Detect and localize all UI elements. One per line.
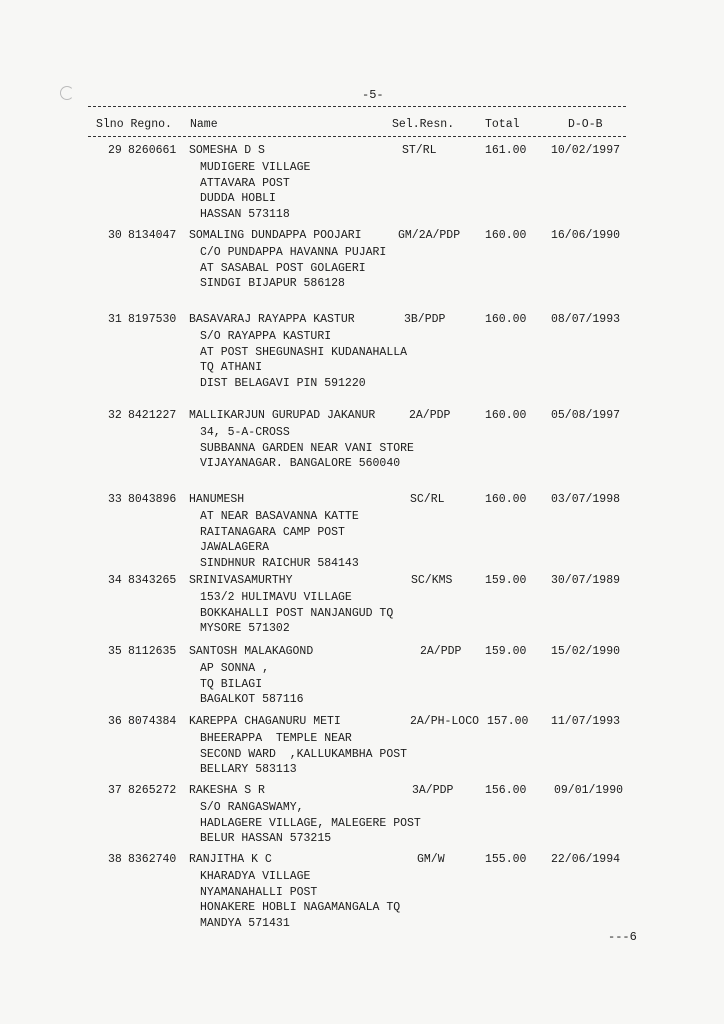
address-line: AT POST SHEGUNASHI KUDANAHALLA bbox=[200, 345, 408, 359]
record-regno: 8260661 bbox=[128, 144, 177, 157]
address-line: KHARADYA VILLAGE bbox=[200, 870, 311, 883]
record-dob: 30/07/1989 bbox=[551, 574, 621, 587]
record-address bbox=[200, 800, 421, 847]
record-dob: 08/07/1993 bbox=[551, 313, 621, 326]
record-dob: 15/02/1990 bbox=[551, 645, 621, 658]
header-slno-regno: Slno Regno. bbox=[96, 118, 172, 131]
address-line: SECOND WARD ,KALLUKAMBHA POST bbox=[200, 747, 408, 761]
record-address bbox=[200, 425, 414, 472]
address-line: MYSORE 571302 bbox=[200, 622, 290, 635]
record-total: 159.00 bbox=[485, 645, 527, 658]
record-dob: 22/06/1994 bbox=[551, 853, 621, 866]
record-total: 160.00 bbox=[485, 229, 527, 242]
record-regno: 8197530 bbox=[128, 313, 177, 326]
record-total: 159.00 bbox=[485, 574, 527, 587]
address-line: BOKKAHALLI POST NANJANGUD TQ bbox=[200, 606, 394, 620]
header-total: Total bbox=[485, 118, 520, 131]
record-address bbox=[200, 661, 304, 708]
record-name: SANTOSH MALAKAGOND bbox=[189, 645, 314, 658]
record-slno: 29 bbox=[108, 144, 122, 157]
address-line: DUDDA HOBLI bbox=[200, 192, 276, 205]
record-slno: 30 bbox=[108, 229, 122, 242]
record-dob: 03/07/1998 bbox=[551, 493, 621, 506]
header-rule-bottom bbox=[88, 136, 626, 137]
record-total: 157.00 bbox=[487, 715, 529, 728]
record-sel-resn: 3B/PDP bbox=[404, 313, 446, 326]
record-regno: 8265272 bbox=[128, 784, 177, 797]
record-regno: 8134047 bbox=[128, 229, 177, 242]
record-total: 156.00 bbox=[485, 784, 527, 797]
record-slno: 33 bbox=[108, 493, 122, 506]
record-sel-resn: 2A/PDP bbox=[409, 409, 451, 422]
address-line: AP SONNA , bbox=[200, 662, 270, 675]
record-name: RAKESHA S R bbox=[189, 784, 265, 797]
page-number: -5- bbox=[362, 88, 384, 102]
record-slno: 35 bbox=[108, 645, 122, 658]
record-name: HANUMESH bbox=[189, 493, 245, 506]
address-line: MANDYA 571431 bbox=[200, 916, 290, 930]
record-regno: 8343265 bbox=[128, 574, 177, 587]
address-line: RAITANAGARA CAMP POST bbox=[200, 525, 345, 539]
record-total: 160.00 bbox=[485, 493, 527, 506]
record-total: 155.00 bbox=[485, 853, 527, 866]
record-name: KAREPPA CHAGANURU METI bbox=[189, 715, 341, 728]
record-name: SRINIVASAMURTHY bbox=[189, 574, 293, 587]
record-regno: 8421227 bbox=[128, 409, 177, 422]
record-dob: 16/06/1990 bbox=[551, 229, 621, 242]
record-sel-resn: 3A/PDP bbox=[412, 784, 454, 797]
record-sel-resn: 2A/PH-LOCO bbox=[410, 715, 480, 728]
record-address bbox=[200, 590, 393, 637]
next-page-marker: ---6 bbox=[608, 930, 637, 944]
header-sel-resn: Sel.Resn. bbox=[392, 118, 455, 131]
record-address bbox=[200, 869, 400, 931]
header-name: Name bbox=[190, 118, 218, 131]
record-total: 161.00 bbox=[485, 144, 527, 157]
record-sel-resn: ST/RL bbox=[402, 144, 437, 157]
address-line: SUBBANNA GARDEN NEAR VANI STORE bbox=[200, 441, 414, 455]
address-line: NYAMANAHALLI POST bbox=[200, 885, 318, 899]
address-line: BAGALKOT 587116 bbox=[200, 693, 304, 706]
record-regno: 8362740 bbox=[128, 853, 177, 866]
record-address bbox=[200, 245, 386, 292]
record-dob: 05/08/1997 bbox=[551, 409, 621, 422]
punch-hole-mark bbox=[60, 86, 74, 100]
record-name: SOMESHA D S bbox=[189, 144, 265, 157]
address-line: S/O RAYAPPA KASTURI bbox=[200, 330, 332, 343]
header-rule-top bbox=[88, 106, 626, 107]
header-dob: D-O-B bbox=[568, 118, 603, 131]
record-sel-resn: SC/KMS bbox=[411, 574, 453, 587]
record-sel-resn: SC/RL bbox=[410, 493, 445, 506]
record-address bbox=[200, 509, 359, 571]
address-line: S/O RANGASWAMY, bbox=[200, 801, 304, 814]
record-address bbox=[200, 329, 407, 391]
address-line: BELLARY 583113 bbox=[200, 763, 297, 776]
record-slno: 38 bbox=[108, 853, 122, 866]
record-dob: 09/01/1990 bbox=[554, 784, 624, 797]
address-line: AT NEAR BASAVANNA KATTE bbox=[200, 510, 359, 523]
record-address bbox=[200, 160, 310, 222]
record-slno: 36 bbox=[108, 715, 122, 728]
address-line: ATTAVARA POST bbox=[200, 176, 290, 190]
address-line: 153/2 HULIMAVU VILLAGE bbox=[200, 591, 352, 604]
record-slno: 31 bbox=[108, 313, 122, 326]
record-sel-resn: GM/2A/PDP bbox=[398, 229, 461, 242]
address-line: BELUR HASSAN 573215 bbox=[200, 832, 332, 845]
record-name: BASAVARAJ RAYAPPA KASTUR bbox=[189, 313, 355, 326]
address-line: VIJAYANAGAR. BANGALORE 560040 bbox=[200, 457, 401, 470]
record-name: SOMALING DUNDAPPA POOJARI bbox=[189, 229, 362, 242]
record-regno: 8043896 bbox=[128, 493, 177, 506]
address-line: 34, 5-A-CROSS bbox=[200, 426, 290, 439]
record-address bbox=[200, 731, 407, 778]
address-line: HADLAGERE VILLAGE, MALEGERE POST bbox=[200, 816, 421, 830]
record-dob: 11/07/1993 bbox=[551, 715, 621, 728]
record-total: 160.00 bbox=[485, 409, 527, 422]
address-line: DIST BELAGAVI PIN 591220 bbox=[200, 376, 366, 390]
address-line: MUDIGERE VILLAGE bbox=[200, 161, 311, 174]
record-name: MALLIKARJUN GURUPAD JAKANUR bbox=[189, 409, 376, 422]
address-line: C/O PUNDAPPA HAVANNA PUJARI bbox=[200, 246, 387, 259]
address-line: TQ BILAGI bbox=[200, 677, 263, 691]
address-line: HONAKERE HOBLI NAGAMANGALA TQ bbox=[200, 901, 401, 914]
address-line: TQ ATHANI bbox=[200, 361, 263, 374]
record-sel-resn: GM/W bbox=[417, 853, 445, 866]
address-line: SINDHNUR RAICHUR 584143 bbox=[200, 556, 359, 570]
record-regno: 8074384 bbox=[128, 715, 177, 728]
address-line: JAWALAGERA bbox=[200, 541, 270, 554]
record-name: RANJITHA K C bbox=[189, 853, 272, 866]
record-slno: 37 bbox=[108, 784, 122, 797]
address-line: SINDGI BIJAPUR 586128 bbox=[200, 277, 345, 290]
record-regno: 8112635 bbox=[128, 645, 177, 658]
address-line: AT SASABAL POST GOLAGERI bbox=[200, 261, 366, 275]
record-sel-resn: 2A/PDP bbox=[420, 645, 462, 658]
record-total: 160.00 bbox=[485, 313, 527, 326]
record-slno: 34 bbox=[108, 574, 122, 587]
record-slno: 32 bbox=[108, 409, 122, 422]
address-line: BHEERAPPA TEMPLE NEAR bbox=[200, 732, 352, 745]
record-dob: 10/02/1997 bbox=[551, 144, 621, 157]
address-line: HASSAN 573118 bbox=[200, 207, 290, 221]
